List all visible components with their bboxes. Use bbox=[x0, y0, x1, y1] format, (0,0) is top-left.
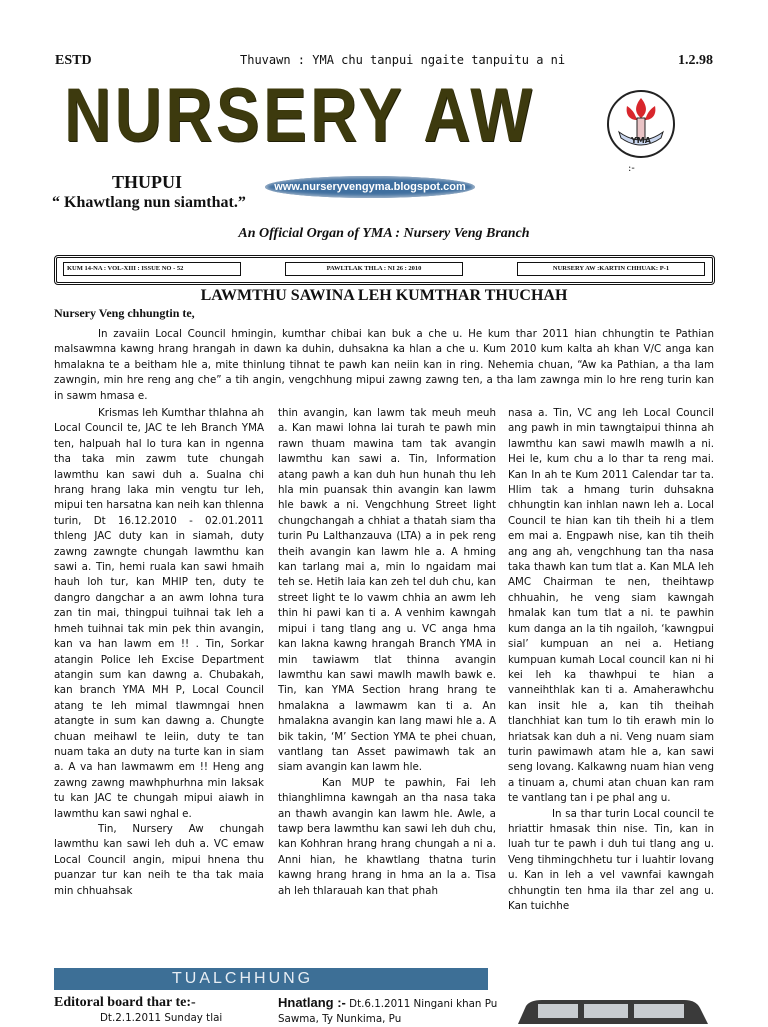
page-number: NURSERY AW :KARTIN CHHUAK: P-1 bbox=[517, 262, 705, 276]
colon-mark: :- bbox=[628, 163, 635, 174]
column-3-paragraph-2: In sa thar turin Local council te hriattir hmasak thin nise. Tin, kan in luah tur te pawh i duh tui tlang ang u. Veng tihmingchhetu tur i luahtir lovang u. Kan in leh a vel vawnfai kawngah chhungtin ten hma ila thar zel ang u. Kan tuichhe bbox=[508, 807, 714, 912]
yma-torch-logo-icon bbox=[603, 88, 679, 160]
hnatlang-block bbox=[278, 995, 498, 1027]
salutation: Nursery Veng chhungtin te, bbox=[54, 306, 195, 320]
article-column-3 bbox=[508, 406, 714, 914]
column-2-paragraph-2: Kan MUP te pawhin, Fai leh thianghlimna kawngah an tha nasa taka an thawh avangin kan lawm hle. Awle, a tawp bera lawmthu kan sawi leh duh chu, kan Kohhran hrang hrang chungah a ni a. Anni hian, he khawtlang thatna turin kawng hrang hrang in hma an la a. Tisa ah leh thlarauah kan that phah bbox=[278, 776, 496, 897]
vehicle-photo-icon bbox=[512, 996, 712, 1024]
estd-label: ESTD bbox=[55, 53, 92, 68]
editorial-heading: Editoral board thar te:- bbox=[54, 995, 196, 1010]
editorial-text: Dt.2.1.2011 Sunday tlai bbox=[100, 1012, 223, 1024]
article-column-1 bbox=[54, 406, 264, 899]
motto-line: Thuvawn : YMA chu tanpui ngaite tanpuitu a ni bbox=[240, 53, 566, 67]
issue-date: PAWLTLAK THLA : NI 26 : 2010 bbox=[285, 262, 463, 276]
article-column-2 bbox=[278, 406, 496, 899]
thupui-text: “ Khawtlang nun siamthat.” bbox=[52, 194, 246, 211]
issue-number: KUM 14-NA : VOL-XIII : ISSUE NO - 52 bbox=[63, 262, 241, 276]
hnatlang-text: Dt.6.1.2011 Ningani khan Pu Sawma, Ty Nunkima, Pu bbox=[278, 998, 498, 1025]
thupui-heading: THUPUI bbox=[112, 172, 183, 192]
column-3-paragraph-1: nasa a. Tin, VC ang leh Local Council ang pawh in min tawngtaipui thinna ah lawmthu kan sawi mawlh mawlh a ni. Hei le, kum chu a lo thar ta reng mai. Kan In ah te Kum 2011 Calendar tar ta. Hlim tak a hmang turin duhsakna chhungtin kan inhlan nawn leh a. Local Council te hian kan tih theih hi a tlem em mai a. Engpawh nise, kan tih theih ang ang ah, vengchhung tan tha nasa taka thawh kan tum tlat a. Kan MLA leh AMC Chairman te nen, theihtawp chhuahin, he veng siam kawngah hmalak kan tum tlat a ni. te pawhin kum danga an la tih ngailoh, ‘kawngpui sial’ kumpuan an nei a. Hetiang kumpuan kumah Local council kan ni hi kei leh ka thawhpui te hian a vanneihthlak kan ti a. Amaherawhchu kan insit hle a, kan tih theihah tlanchhiat kan tum lo tih erawh min lo hriatsak kan duh a ni. Veng nuam siam turin pawimawh atam hle a, kan sawi seng lovang. Kalkawng nuam hian veng a tinuam a, chumi atan chuan kan ram te vantlang tan i pe phal ang u. bbox=[508, 407, 714, 805]
section-banner: TUALCHHUNG bbox=[54, 968, 488, 990]
column-1-paragraph-1: Krismas leh Kumthar thlahna ah Local Council te, JAC te leh Branch YMA ten, halpuah hal lo tura kan in ngenna tha taka min zawm tute chungah lawmthu kan sawi duh a. Sualna chi hrang hrang laka min vengtu tur leh, mipui ten harsatna kan neih kan thlenna turin, Dt 16.12.2010 - 02.01.2011 thleng JAC duty kan in siamah, duty zawng zawngte chungah lawmthu kan sawi a. Tin, hemi ruala kan sawi hmaih hauh loh tur, kan MHIP ten, duty te dangro dangchar a an awm lohna tura zan tin mai, thingpui tuihnai tak leh a hmeh tuihnai tak min pek thin avangin, kan va han lawm em !! . Tin, Sorkar atangin Police leh Excise Department atangin sum kan dawng a. Chubakah, kan branch YMA MH P, Local Council atang te leh mimal tlawmngai hnen atangte in sum kan dawng a. Chungte chuan meihawl te leiin, duty te tan nuam taka an duty na turte kan in siam a. A va han lawmawm em !! Heng ang zawng zawng mawhphurhna min laksak tu kan JAC te chungah mipui aiawh in lawmthu kan sawi nghal e. bbox=[54, 407, 264, 820]
organ-line: An Official Organ of YMA : Nursery Veng Branch bbox=[238, 226, 530, 241]
masthead-title: NURSERY AW bbox=[64, 73, 536, 158]
article-headline: LAWMTHU SAWINA LEH KUMTHAR THUCHAH bbox=[200, 287, 568, 304]
article-intro bbox=[54, 327, 714, 404]
blog-url-link[interactable]: www.nurseryvengyma.blogspot.com bbox=[265, 176, 475, 198]
established-date: 1.2.98 bbox=[678, 53, 713, 68]
column-2-paragraph-1: thin avangin, kan lawm tak meuh meuh a. Kan mawi lohna lai turah te pawh min rawn thuam mawina tam tak avangin lawmthu kan sawi a. Tin, Information atang pawh a kan duh hun hunah thu leh hla min puansak thin avangin kan lawm hle bawk a ni. Vengchhung Street light chungchangah a chhiat a thatah siam tha turin Pu Lalthanzauva (LTA) a in pek reng theih avangin kan lawm hle a. A hming kan tarlang mai a, min lo ngaidam mai teh se. Hetih laia kan zeh tel duh chu, kan street light te lo vawm chhia an awm leh thin hi pawi kan ti a. A venhim kawngah mipui i tang tlang ang u. VC anga hma kan lakna kawng hrangah Branch YMA in min tawiawm tlat thinna avangin lawmthu kan sawi mawlh mawlh bawk e. Tin, kan YMA Section hrang hrang te hmalakna a lawmawm kan ti a. An hmalakna avangin kan lang mawi hle a. A bik takin, ‘M’ Section YMA te phei chuan, vantlang tan Asset pawimawh tak an siam avangin kan lawm hle. bbox=[278, 407, 496, 774]
issue-info-bar bbox=[54, 255, 715, 285]
intro-paragraph: In zavaiin Local Council hmingin, kumthar chibai kan buk a che u. He kum thar 2011 hian chhungtin te Pathian malsawmna kawng hrang hrangah in dawn ka duhin, duhsakna ka hlan a che u. Kum 2010 kum kalta ah khan V/C anga kan hmalakna te a beitham hle a, mite thinlung tihnat te pawh kan neiin kan in ring. Nehemia chuan, “Aw ka Pathian, a tha lam zawngin, min hre reng ang che” a tih angin, vengchhung mipui zawng zawng ten, a tha lam zawnga min lo hre reng turin kan in sawm hmasa e. bbox=[54, 328, 714, 402]
hnatlang-heading: Hnatlang :- bbox=[278, 995, 346, 1010]
svg-text:YMA: YMA bbox=[631, 136, 651, 145]
column-1-paragraph-2: Tin, Nursery Aw chungah lawmthu kan sawi leh duh a. VC emaw Local Council angin, mipui hnena thu puanzar tur kan neih te tha tak maia min chhuahsak bbox=[54, 822, 264, 897]
